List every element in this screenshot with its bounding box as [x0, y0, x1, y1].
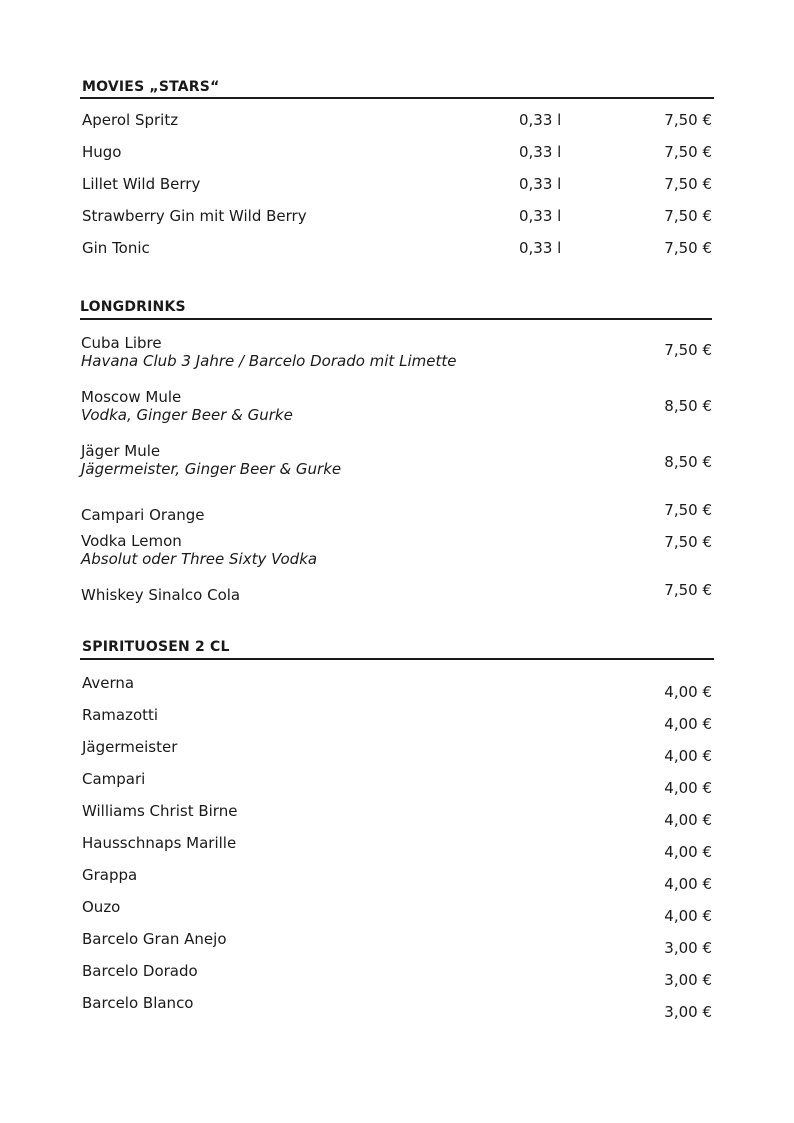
- item-price: 4,00 €: [664, 907, 712, 925]
- item-name: Moscow Mule: [81, 388, 182, 406]
- item-price: 4,00 €: [664, 843, 712, 861]
- item-price: 7,50 €: [664, 341, 712, 359]
- item-name: Grappa: [82, 866, 138, 884]
- item-name: Barcelo Blanco: [82, 994, 194, 1012]
- item-name: Ouzo: [82, 898, 121, 916]
- section-divider: [80, 318, 712, 320]
- item-name: Vodka Lemon: [81, 532, 182, 550]
- item-name: Jägermeister: [82, 738, 178, 756]
- item-name: Cuba Libre: [81, 334, 162, 352]
- item-name: Barcelo Gran Anejo: [82, 930, 227, 948]
- item-price: 3,00 €: [664, 1003, 712, 1021]
- item-description: Vodka, Ginger Beer & Gurke: [81, 406, 293, 424]
- item-volume: 0,33 l: [519, 143, 562, 161]
- item-volume: 0,33 l: [519, 111, 562, 129]
- item-price: 4,00 €: [664, 779, 712, 797]
- item-price: 7,50 €: [664, 111, 712, 129]
- item-name: Hugo: [82, 143, 122, 161]
- item-price: 7,50 €: [664, 581, 712, 599]
- item-price: 4,00 €: [664, 683, 712, 701]
- item-description: Jägermeister, Ginger Beer & Gurke: [81, 460, 342, 478]
- item-name: Strawberry Gin mit Wild Berry: [82, 207, 307, 225]
- item-volume: 0,33 l: [519, 207, 562, 225]
- item-price: 3,00 €: [664, 971, 712, 989]
- item-name: Gin Tonic: [82, 239, 150, 257]
- item-description: Absolut oder Three Sixty Vodka: [81, 550, 318, 568]
- item-name: Barcelo Dorado: [82, 962, 198, 980]
- item-name: Averna: [82, 674, 135, 692]
- item-price: 4,00 €: [664, 875, 712, 893]
- item-name: Williams Christ Birne: [82, 802, 238, 820]
- item-price: 7,50 €: [664, 239, 712, 257]
- section-heading-spirits: SPIRITUOSEN 2 CL: [82, 639, 230, 655]
- item-price: 4,00 €: [664, 811, 712, 829]
- item-price: 8,50 €: [664, 453, 712, 471]
- item-price: 7,50 €: [664, 175, 712, 193]
- item-name: Lillet Wild Berry: [82, 175, 201, 193]
- item-volume: 0,33 l: [519, 239, 562, 257]
- item-price: 4,00 €: [664, 715, 712, 733]
- item-name: Whiskey Sinalco Cola: [81, 586, 241, 604]
- section-divider: [80, 97, 714, 99]
- section-divider: [80, 658, 714, 660]
- item-name: Campari Orange: [81, 506, 205, 524]
- item-price: 3,00 €: [664, 939, 712, 957]
- item-price: 7,50 €: [664, 501, 712, 519]
- item-name: Hausschnaps Marille: [82, 834, 237, 852]
- item-price: 7,50 €: [664, 207, 712, 225]
- item-price: 7,50 €: [664, 533, 712, 551]
- item-name: Aperol Spritz: [82, 111, 179, 129]
- section-heading-movies: MOVIES „STARS“: [82, 79, 220, 95]
- item-description: Havana Club 3 Jahre / Barcelo Dorado mit Limette: [81, 352, 457, 370]
- item-name: Campari: [82, 770, 146, 788]
- item-price: 4,00 €: [664, 747, 712, 765]
- item-price: 8,50 €: [664, 397, 712, 415]
- section-heading-longdrinks: LONGDRINKS: [80, 299, 186, 315]
- item-name: Ramazotti: [82, 706, 159, 724]
- item-name: Jäger Mule: [81, 442, 161, 460]
- item-price: 7,50 €: [664, 143, 712, 161]
- item-volume: 0,33 l: [519, 175, 562, 193]
